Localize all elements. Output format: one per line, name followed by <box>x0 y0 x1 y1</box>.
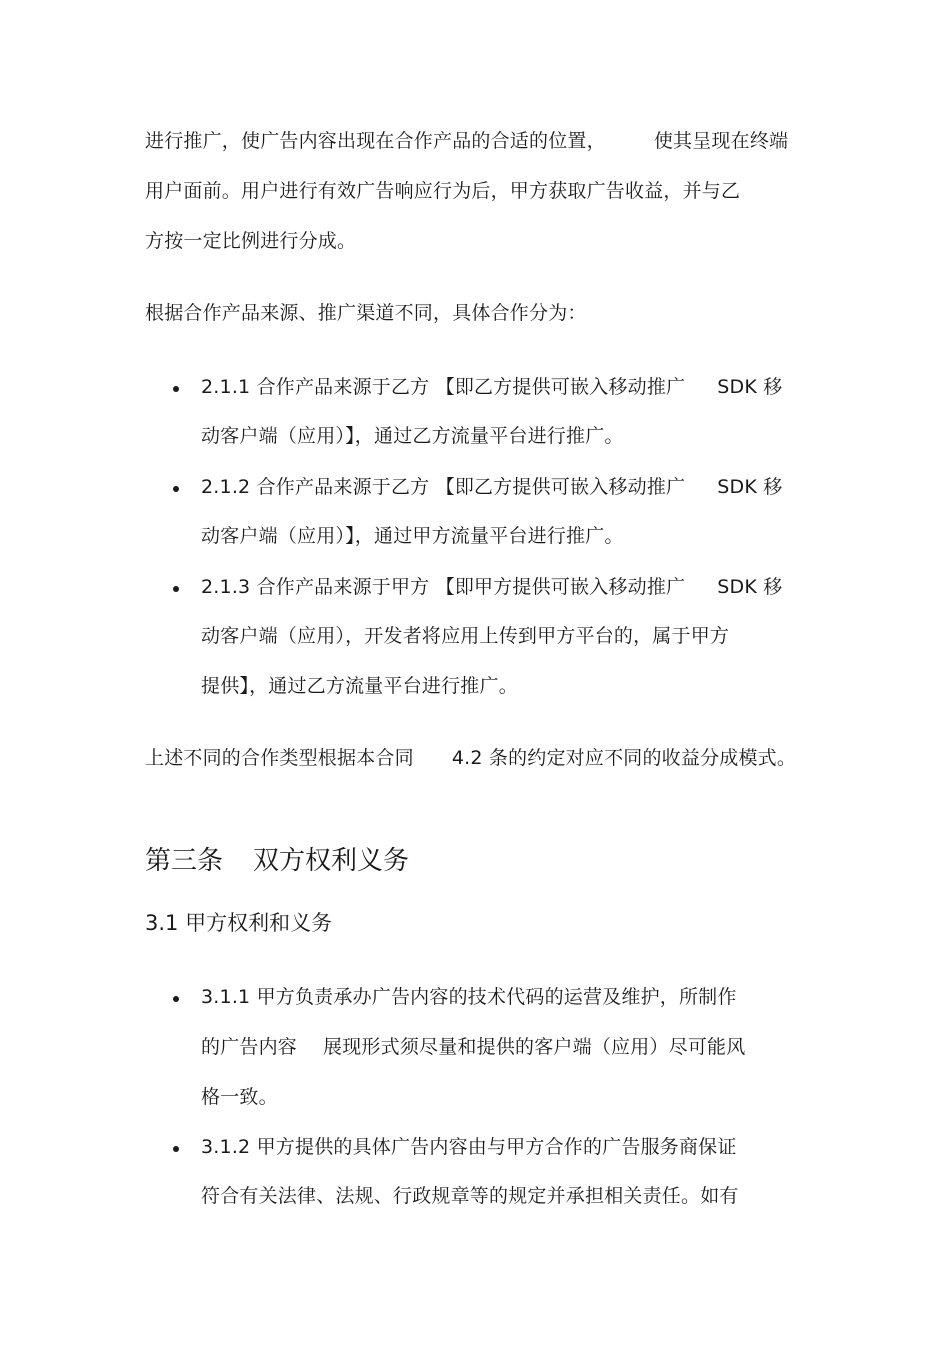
bullet-icon <box>173 386 179 392</box>
bullet-icon <box>173 1146 179 1152</box>
paragraph-line: 方按一定比例进行分成。 <box>145 230 357 252</box>
list-item-line <box>201 575 782 599</box>
list-item-line: 提供】，通过乙方流量平台进行推广。 <box>201 675 518 697</box>
text-segment: 2.1.2 合作产品来源于乙方 【即乙方提供可嵌入移动推广 <box>201 476 686 498</box>
text-segment: 上述不同的合作类型根据本合同 <box>145 747 414 769</box>
list-item-line <box>201 1035 745 1059</box>
article-heading <box>145 845 409 877</box>
list-item-line: 3.1.1 甲方负责承办广告内容的技术代码的运营及维护，所制作 <box>201 986 737 1008</box>
paragraph-line: 用户面前。用户进行有效广告响应行为后，甲方获取广告收益，并与乙 <box>145 180 741 202</box>
list-item-line: 动客户端（应用），开发者将应用上传到甲方平台的，属于甲方 <box>201 625 730 647</box>
paragraph-line <box>145 746 796 770</box>
article-number: 第三条 <box>145 846 224 876</box>
text-segment: 2.1.3 合作产品来源于甲方 【即甲方提供可嵌入移动推广 <box>201 576 686 598</box>
text-segment: 进行推广，使广告内容出现在合作产品的合适的位置， <box>145 130 606 152</box>
text-segment: SDK 移 <box>717 376 783 398</box>
list-item-line: 符合有关法律、法规、行政规章等的规定并承担相关责任。如有 <box>201 1185 739 1207</box>
text-segment: 使其呈现在终端 <box>653 130 789 152</box>
text-segment: SDK 移 <box>717 576 783 598</box>
text-segment: 2.1.1 合作产品来源于乙方 【即乙方提供可嵌入移动推广 <box>201 376 686 398</box>
text-segment: 的广告内容 <box>201 1036 298 1058</box>
list-item-line <box>201 475 782 499</box>
text-segment: SDK 移 <box>717 476 783 498</box>
paragraph-line <box>145 129 788 153</box>
article-title: 双方权利义务 <box>253 846 410 876</box>
bullet-icon <box>173 486 179 492</box>
list-item-line <box>201 375 782 399</box>
paragraph-line: 根据合作产品来源、推广渠道不同，具体合作分为： <box>145 302 587 324</box>
bullet-icon <box>173 996 179 1002</box>
section-heading: 3.1 甲方权利和义务 <box>145 911 333 935</box>
list-item-line: 动客户端（应用）】，通过甲方流量平台进行推广。 <box>201 525 624 547</box>
bullet-icon <box>173 586 179 592</box>
list-item-line: 格一致。 <box>201 1086 278 1108</box>
list-item-line: 3.1.2 甲方提供的具体广告内容由与甲方合作的广告服务商保证 <box>201 1136 737 1158</box>
text-segment: 4.2 条的约定对应不同的收益分成模式。 <box>451 747 797 769</box>
list-item-line: 动客户端（应用）】，通过乙方流量平台进行推广。 <box>201 425 624 447</box>
text-segment: 展现形式须尽量和提供的客户端（应用）尽可能风 <box>323 1036 746 1058</box>
